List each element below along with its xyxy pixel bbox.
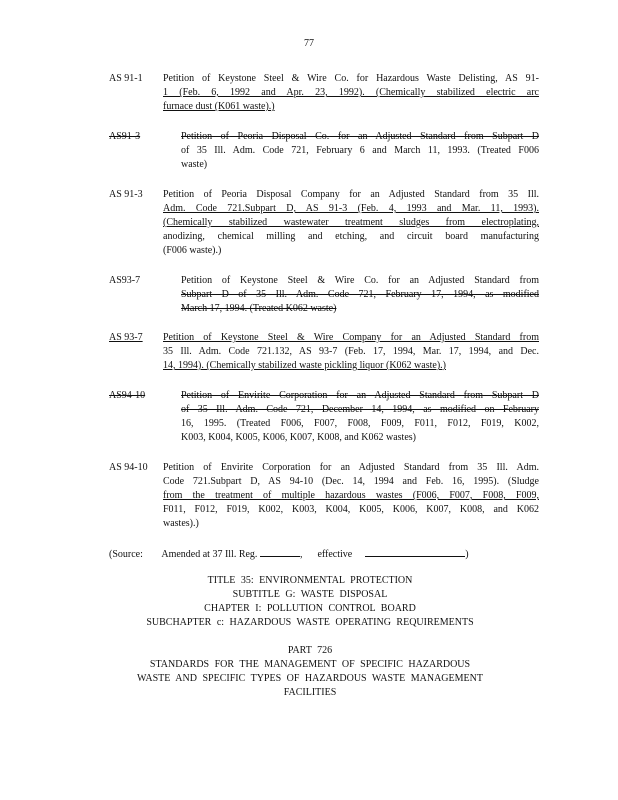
entry-line: waste) — [181, 159, 208, 170]
entry-code: AS91-3 — [109, 131, 141, 142]
part-heading: PART 726 — [287, 645, 333, 656]
entry-line: Petition of Keystone Steel & Wire Company for an Adjusted Standard from — [163, 332, 539, 343]
entry-description — [181, 389, 539, 445]
entry-line: from the treatment of multiple hazardous wastes (F006, F007, F008, F009, — [163, 490, 539, 501]
entry-line: anodizing, chemical milling and etching, and circuit board manufacturing — [163, 231, 539, 242]
entry-description — [163, 188, 539, 258]
entry-line: of 35 Ill. Adm. Code 721, February 6 and March 11, 1993. (Treated F006 — [181, 145, 539, 156]
entry-line: 35 Ill. Adm. Code 721.132, AS 93-7 (Feb. 17, 1994, Mar. 17, 1994, and Dec. — [163, 346, 539, 357]
entry-code: AS 93-7 — [109, 332, 143, 343]
page-number: 77 — [304, 38, 314, 49]
entry-line: Petition of Envirite Corporation for an Adjusted Standard from Subpart D — [181, 390, 539, 401]
entry-line: Petition of Envirite Corporation for an Adjusted Standard from 35 Ill. Adm. — [163, 462, 539, 473]
entry-code: AS 91-1 — [109, 73, 143, 84]
entry-line: Petition of Keystone Steel & Wire Co. for Hazardous Waste Delisting, AS 91- — [163, 73, 539, 84]
chapter-heading: CHAPTER I: POLLUTION CONTROL BOARD — [204, 603, 416, 614]
source-amended: Amended at 37 Ill. Reg. — [161, 549, 258, 560]
entry-description — [163, 461, 539, 531]
entry-line: Subpart D of 35 Ill. Adm. Code 721, February 17, 1994, as modified — [181, 289, 539, 300]
entry-line: Petition of Keystone Steel & Wire Co. for an Adjusted Standard from — [181, 275, 539, 286]
entry-line: Code 721.Subpart D, AS 94-10 (Dec. 14, 1994 and Feb. 16, 1995). (Sludge — [163, 476, 539, 487]
entry-line: 1 (Feb. 6, 1992 and Apr. 23, 1992). (Chemically stabilized electric arc — [163, 87, 539, 98]
entry-code: AS 94-10 — [109, 462, 148, 473]
entry-line: furnace dust (K061 waste).) — [163, 101, 275, 112]
entry-line: wastes).) — [163, 518, 199, 529]
entry-line: 14, 1994). (Chemically stabilized waste pickling liquor (K062 waste).) — [163, 360, 446, 371]
subchapter-heading: SUBCHAPTER c: HAZARDOUS WASTE OPERATING REQUIREMENTS — [146, 617, 474, 628]
source-open: (Source: — [109, 549, 143, 560]
register-blank — [260, 546, 300, 557]
source-effective: effective — [317, 549, 353, 560]
entry-line: F011, F012, F019, K002, K003, K004, K005, K006, K007, K008, and K062 — [163, 504, 539, 515]
part-title-line-1: STANDARDS FOR THE MANAGEMENT OF SPECIFIC HAZARDOUS — [149, 659, 471, 670]
part-title-line-3: FACILITIES — [283, 687, 337, 698]
entry-line: (F006 waste).) — [163, 245, 222, 256]
title-heading: TITLE 35: ENVIRONMENTAL PROTECTION — [207, 575, 413, 586]
entry-line: Petition of Peoria Disposal Co. for an Adjusted Standard from Subpart D — [181, 131, 539, 142]
entry-line: Adm. Code 721.Subpart D, AS 91-3 (Feb. 4, 1993 and Mar. 11, 1993). — [163, 203, 539, 214]
source-close: ) — [465, 549, 469, 560]
entry-description — [181, 130, 539, 172]
entry-description — [163, 72, 539, 114]
source-note: (Source: Amended at 37 Ill. Reg. , effective ) — [109, 546, 469, 562]
entry-line: K003, K004, K005, K006, K007, K008, and K062 wastes) — [181, 432, 416, 443]
entry-code: AS 91-3 — [109, 189, 143, 200]
part-title-line-2: WASTE AND SPECIFIC TYPES OF HAZARDOUS WASTE MANAGEMENT — [137, 673, 483, 684]
effective-date-blank — [365, 546, 465, 557]
entry-description — [181, 274, 539, 316]
entry-code: AS94-10 — [109, 390, 146, 401]
entry-line: March 17, 1994. (Treated K062 waste) — [181, 303, 337, 314]
entry-line: (Chemically stabilized wastewater treatment sludges from electroplating, — [163, 217, 539, 228]
entry-line: Petition of Peoria Disposal Company for an Adjusted Standard from 35 Ill. — [163, 189, 539, 200]
entry-code: AS93-7 — [109, 275, 141, 286]
entry-line: of 35 Ill. Adm. Code 721, December 14, 1994, as modified on February — [181, 404, 539, 415]
subtitle-heading: SUBTITLE G: WASTE DISPOSAL — [232, 589, 388, 600]
entry-description — [163, 331, 539, 373]
entry-line: 16, 1995. (Treated F006, F007, F008, F009, F011, F012, F019, K002, — [181, 418, 539, 429]
